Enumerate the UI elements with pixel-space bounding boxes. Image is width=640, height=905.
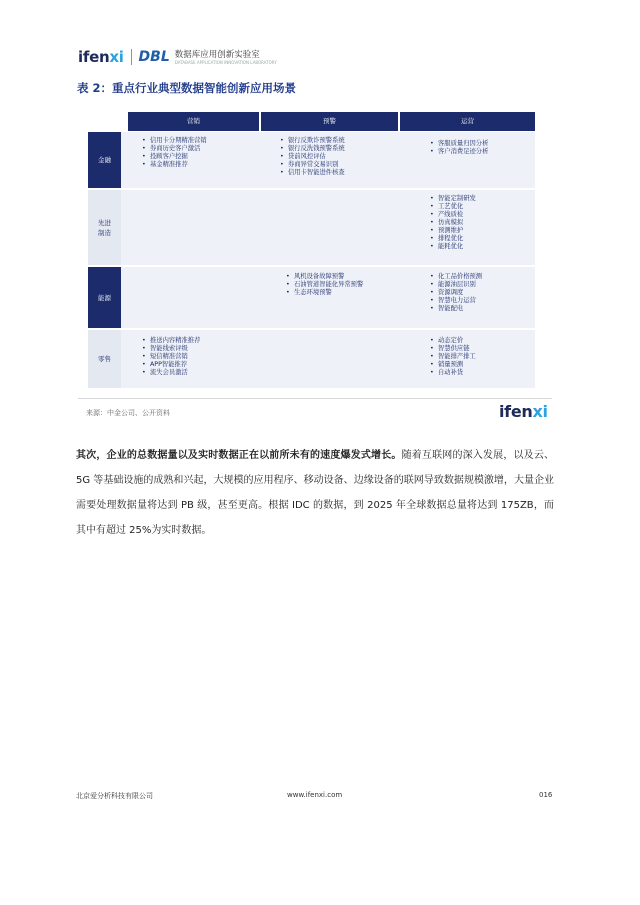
- table-row-manufacturing: [88, 190, 535, 265]
- list-item: • 石油管道智能化异常预警: [294, 281, 363, 289]
- table-title: 表 2：重点行业典型数据智能创新应用场景: [77, 81, 297, 95]
- ifenxi-logo: ifenxi: [78, 48, 124, 66]
- source-note: 来源：中金公司、公开资料: [86, 409, 170, 417]
- list-item: • 化工品价格预测: [438, 273, 482, 281]
- list-item: • 资源调度: [438, 289, 482, 297]
- table-row-energy: [88, 267, 535, 328]
- column-header-operation: 运营: [400, 112, 535, 131]
- cell-retail-operation: [428, 337, 476, 377]
- source-divider: [78, 398, 552, 399]
- paragraph-text: 随着互联网的深入发展，以及云、5G 等基础设施的成熟和兴起，大规模的应用程序、移动设备、边缘设备的联网导致数据规模激增，大量企业需要处理数据量将达到 PB 级，甚至更高。根据 IDC 的数据，到 2025 年全球数据总量将达到 175ZB，而其中有超过 25%为实时数据。: [76, 450, 555, 536]
- list-item: • 动态定价: [438, 337, 476, 345]
- table-row-finance: [88, 132, 535, 188]
- list-item: • 工艺优化: [438, 203, 476, 211]
- list-item: • APP智能推荐: [150, 361, 200, 369]
- footer-page-number: 016: [539, 791, 553, 799]
- list-item: • 自动补货: [438, 369, 476, 377]
- list-item: • 产线质检: [438, 211, 476, 219]
- cell-manufacturing-operation: [428, 195, 476, 251]
- list-item: • 智慧供应链: [438, 345, 476, 353]
- list-item: • 预测维护: [438, 227, 476, 235]
- list-item: • 能源油层识别: [438, 281, 482, 289]
- lab-name-en: DATABASE APPLICATION INNOVATION LABORATORY: [174, 59, 277, 65]
- list-item: • 风机设备故障预警: [294, 273, 363, 281]
- list-item: • 智能配电: [438, 305, 482, 313]
- row-label-retail: 零售: [88, 330, 121, 388]
- list-item: • 信用卡智能进件核查: [288, 169, 345, 177]
- cell-finance-marketing: [140, 137, 207, 169]
- scenario-table: [88, 112, 535, 388]
- header-divider: [131, 49, 132, 65]
- row-label-finance: 金融: [88, 132, 121, 188]
- list-item: • 生态环境预警: [294, 289, 363, 297]
- list-item: • 银行反欺诈预警系统: [288, 137, 345, 145]
- list-item: • 排程优化: [438, 235, 476, 243]
- column-header-warning: 预警: [261, 112, 398, 131]
- cell-finance-operation: [428, 140, 488, 156]
- list-item: • 客服质量归因分析: [438, 140, 488, 148]
- list-item: • 银行反洗钱预警系统: [288, 145, 345, 153]
- cell-energy-warning: [284, 273, 363, 297]
- footer-url[interactable]: www.ifenxi.com: [287, 791, 343, 799]
- cell-energy-operation: [428, 273, 482, 313]
- list-item: • 基金精准推荐: [150, 161, 207, 169]
- list-item: • 智能排产排工: [438, 353, 476, 361]
- list-item: • 仿真模拟: [438, 219, 476, 227]
- body-paragraph: [76, 443, 554, 543]
- list-item: • 信用卡分期精准营销: [150, 137, 207, 145]
- row-label-manufacturing: 先进制造: [88, 190, 121, 265]
- dbl-logo: DBL: [138, 49, 170, 65]
- list-item: • 智能线索评级: [150, 345, 200, 353]
- list-item: • 贷前风控评估: [288, 153, 345, 161]
- list-item: • 智慧电力运营: [438, 297, 482, 305]
- table-row-retail: [88, 330, 535, 388]
- ifenxi-logo-small: ifenxi: [499, 402, 548, 421]
- cell-finance-warning: [278, 137, 345, 177]
- footer-company: 北京爱分析科技有限公司: [76, 792, 153, 800]
- lab-name: [175, 50, 277, 65]
- cell-retail-marketing: [140, 337, 200, 377]
- list-item: • 客户消费足迹分析: [438, 148, 488, 156]
- list-item: • 销量预测: [438, 361, 476, 369]
- page-header: [78, 46, 277, 68]
- list-item: • 投顾客户挖掘: [150, 153, 207, 161]
- column-header-marketing: 营销: [128, 112, 259, 131]
- list-item: • 券商历史客户激活: [150, 145, 207, 153]
- paragraph-bold-lead: 其次，企业的总数据量以及实时数据正在以前所未有的速度爆发式增长。: [76, 450, 402, 461]
- list-item: • 智能定制研发: [438, 195, 476, 203]
- list-item: • 流失会员激活: [150, 369, 200, 377]
- list-item: • 短信精准营销: [150, 353, 200, 361]
- list-item: • 推送内容精准推荐: [150, 337, 200, 345]
- lab-name-cn: 数据库应用创新实验室: [174, 49, 260, 60]
- row-label-energy: 能源: [88, 267, 121, 328]
- list-item: • 能耗优化: [438, 243, 476, 251]
- list-item: • 券商异常交易识别: [288, 161, 345, 169]
